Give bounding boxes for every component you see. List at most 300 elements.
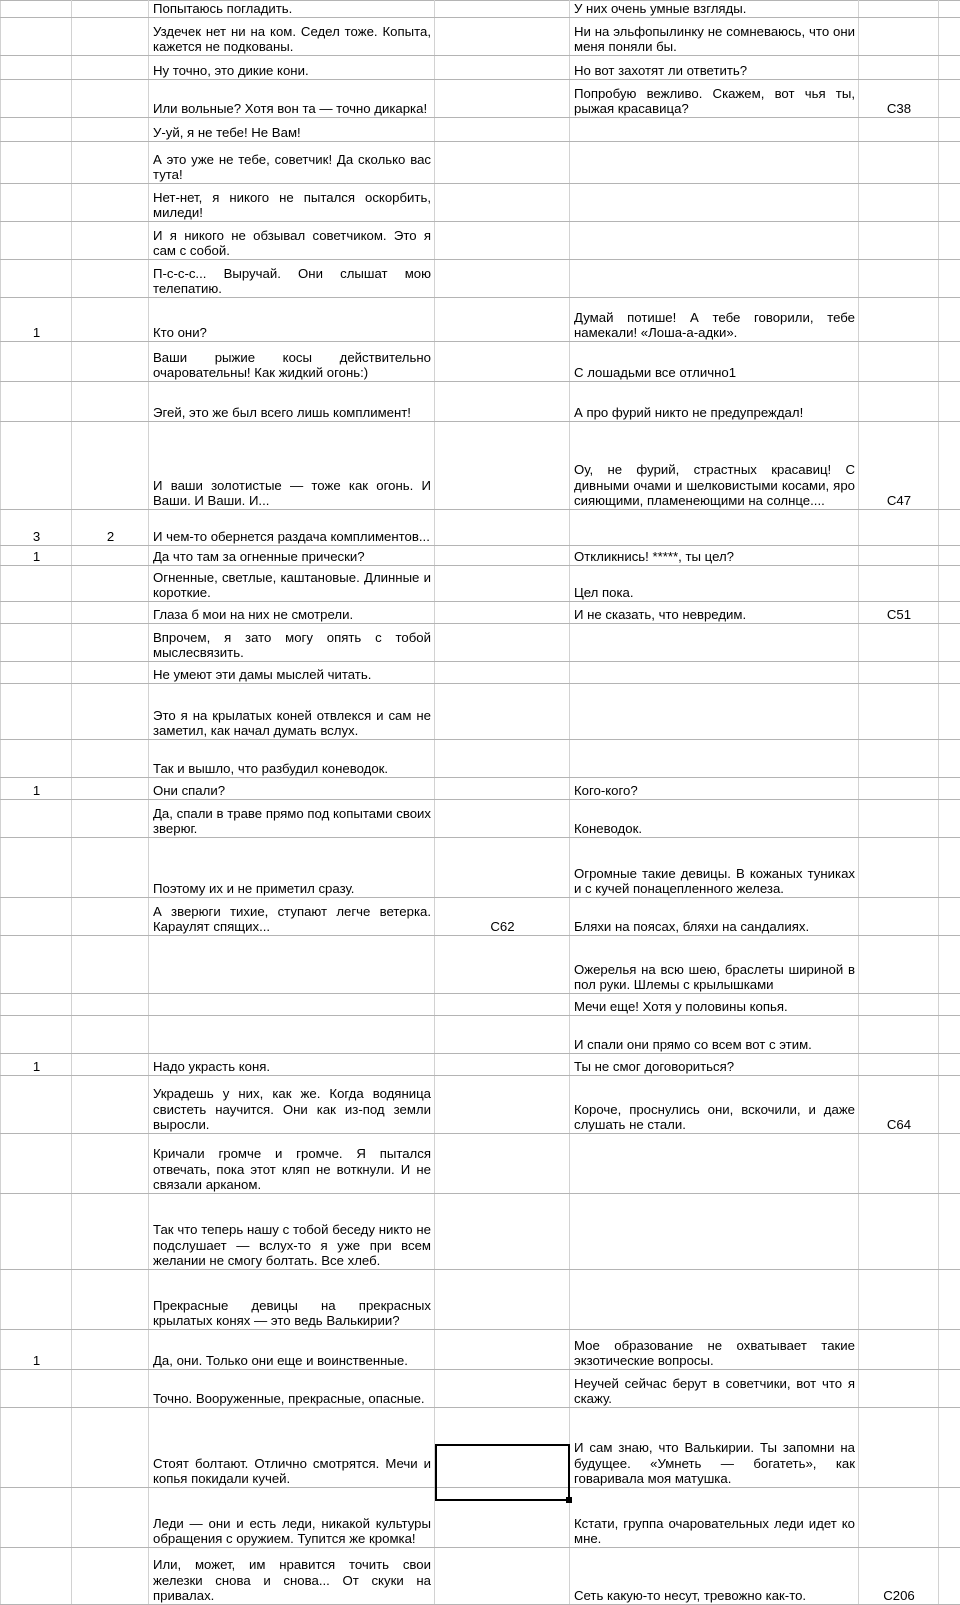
cell-A3[interactable] [1, 56, 72, 80]
cell-A20[interactable] [1, 684, 72, 740]
cell-C1[interactable] [149, 1, 435, 18]
cell-C35[interactable] [149, 1370, 435, 1408]
cell-A2[interactable] [1, 18, 72, 56]
table-row[interactable] [1, 1, 960, 18]
table-row[interactable] [1, 118, 960, 142]
cell-D14[interactable] [435, 510, 570, 546]
table-row[interactable] [1, 662, 960, 684]
cell-E21[interactable] [570, 740, 859, 778]
cell-G5[interactable] [939, 118, 960, 142]
cell-F34[interactable] [859, 1330, 939, 1370]
cell-A31[interactable] [1, 1134, 72, 1194]
cell-G11[interactable] [939, 342, 960, 382]
cell-A11[interactable] [1, 342, 72, 382]
cell-C3[interactable] [149, 56, 435, 80]
cell-C21[interactable] [149, 740, 435, 778]
cell-G24[interactable] [939, 838, 960, 898]
cell-D7[interactable] [435, 184, 570, 222]
cell-C4[interactable] [149, 80, 435, 118]
cell-A16[interactable] [1, 566, 72, 602]
cell-A28[interactable] [1, 1016, 72, 1054]
cell-B15[interactable] [72, 546, 149, 566]
cell-G17[interactable] [939, 602, 960, 624]
cell-B23[interactable] [72, 800, 149, 838]
cell-A12[interactable] [1, 382, 72, 422]
cell-G15[interactable] [939, 546, 960, 566]
cell-D33[interactable] [435, 1270, 570, 1330]
cell-D11[interactable] [435, 342, 570, 382]
cell-D6[interactable] [435, 142, 570, 184]
cell-G8[interactable] [939, 222, 960, 260]
cell-E1[interactable] [570, 1, 859, 18]
cell-B25[interactable] [72, 898, 149, 936]
cell-G10[interactable] [939, 298, 960, 342]
cell-C17[interactable] [149, 602, 435, 624]
cell-C19[interactable] [149, 662, 435, 684]
cell-F2[interactable] [859, 18, 939, 56]
cell-C31[interactable] [149, 1134, 435, 1194]
cell-E8[interactable] [570, 222, 859, 260]
cell-B38[interactable] [72, 1548, 149, 1605]
cell-D35[interactable] [435, 1370, 570, 1408]
cell-D27[interactable] [435, 994, 570, 1016]
table-row[interactable] [1, 382, 960, 422]
table-row[interactable] [1, 260, 960, 298]
cell-B36[interactable] [72, 1408, 149, 1488]
table-row[interactable] [1, 1016, 960, 1054]
cell-A5[interactable] [1, 118, 72, 142]
cell-E29[interactable] [570, 1054, 859, 1076]
cell-B22[interactable] [72, 778, 149, 800]
cell-D23[interactable] [435, 800, 570, 838]
cell-D10[interactable] [435, 298, 570, 342]
cell-A37[interactable] [1, 1488, 72, 1548]
cell-F7[interactable] [859, 184, 939, 222]
table-row[interactable] [1, 184, 960, 222]
cell-E5[interactable] [570, 118, 859, 142]
cell-A17[interactable] [1, 602, 72, 624]
table-row[interactable] [1, 1330, 960, 1370]
cell-A7[interactable] [1, 184, 72, 222]
cell-C23[interactable] [149, 800, 435, 838]
table-row[interactable] [1, 684, 960, 740]
table-row[interactable] [1, 1194, 960, 1270]
cell-B16[interactable] [72, 566, 149, 602]
table-row[interactable] [1, 1054, 960, 1076]
cell-C26[interactable] [149, 936, 435, 994]
cell-F31[interactable] [859, 1134, 939, 1194]
cell-C33[interactable] [149, 1270, 435, 1330]
cell-C30[interactable] [149, 1076, 435, 1134]
cell-B35[interactable] [72, 1370, 149, 1408]
cell-E11[interactable] [570, 342, 859, 382]
cell-B28[interactable] [72, 1016, 149, 1054]
table-row[interactable] [1, 298, 960, 342]
cell-A19[interactable] [1, 662, 72, 684]
cell-F10[interactable] [859, 298, 939, 342]
cell-B9[interactable] [72, 260, 149, 298]
cell-B29[interactable] [72, 1054, 149, 1076]
cell-F17[interactable] [859, 602, 939, 624]
table-row[interactable] [1, 222, 960, 260]
cell-F6[interactable] [859, 142, 939, 184]
cell-B34[interactable] [72, 1330, 149, 1370]
cell-D31[interactable] [435, 1134, 570, 1194]
table-row[interactable] [1, 778, 960, 800]
table-row[interactable] [1, 936, 960, 994]
cell-A22[interactable] [1, 778, 72, 800]
cell-F36[interactable] [859, 1408, 939, 1488]
cell-E6[interactable] [570, 142, 859, 184]
cell-C20[interactable] [149, 684, 435, 740]
cell-B7[interactable] [72, 184, 149, 222]
cell-E26[interactable] [570, 936, 859, 994]
cell-C10[interactable] [149, 298, 435, 342]
cell-D32[interactable] [435, 1194, 570, 1270]
cell-C16[interactable] [149, 566, 435, 602]
cell-B8[interactable] [72, 222, 149, 260]
cell-A14[interactable] [1, 510, 72, 546]
cell-F19[interactable] [859, 662, 939, 684]
cell-A6[interactable] [1, 142, 72, 184]
cell-C5[interactable] [149, 118, 435, 142]
cell-C2[interactable] [149, 18, 435, 56]
cell-F25[interactable] [859, 898, 939, 936]
cell-B2[interactable] [72, 18, 149, 56]
cell-A10[interactable] [1, 298, 72, 342]
cell-A35[interactable] [1, 1370, 72, 1408]
cell-D16[interactable] [435, 566, 570, 602]
cell-C27[interactable] [149, 994, 435, 1016]
cell-E34[interactable] [570, 1330, 859, 1370]
cell-C6[interactable] [149, 142, 435, 184]
cell-E33[interactable] [570, 1270, 859, 1330]
cell-D15[interactable] [435, 546, 570, 566]
cell-E12[interactable] [570, 382, 859, 422]
cell-B6[interactable] [72, 142, 149, 184]
cell-D19[interactable] [435, 662, 570, 684]
cell-A30[interactable] [1, 1076, 72, 1134]
cell-E13[interactable] [570, 422, 859, 510]
cell-D4[interactable] [435, 80, 570, 118]
cell-D3[interactable] [435, 56, 570, 80]
cell-G21[interactable] [939, 740, 960, 778]
table-row[interactable] [1, 994, 960, 1016]
cell-B1[interactable] [72, 1, 149, 18]
cell-D8[interactable] [435, 222, 570, 260]
cell-B4[interactable] [72, 80, 149, 118]
table-row[interactable] [1, 18, 960, 56]
table-row[interactable] [1, 1134, 960, 1194]
cell-A34[interactable] [1, 1330, 72, 1370]
cell-A27[interactable] [1, 994, 72, 1016]
cell-D24[interactable] [435, 838, 570, 898]
cell-D9[interactable] [435, 260, 570, 298]
cell-B27[interactable] [72, 994, 149, 1016]
cell-F20[interactable] [859, 684, 939, 740]
cell-E10[interactable] [570, 298, 859, 342]
cell-B21[interactable] [72, 740, 149, 778]
cell-B32[interactable] [72, 1194, 149, 1270]
cell-F11[interactable] [859, 342, 939, 382]
cell-G34[interactable] [939, 1330, 960, 1370]
cell-F33[interactable] [859, 1270, 939, 1330]
cell-G18[interactable] [939, 624, 960, 662]
cell-F26[interactable] [859, 936, 939, 994]
cell-C18[interactable] [149, 624, 435, 662]
cell-F22[interactable] [859, 778, 939, 800]
cell-F21[interactable] [859, 740, 939, 778]
cell-D2[interactable] [435, 18, 570, 56]
cell-B19[interactable] [72, 662, 149, 684]
table-row[interactable] [1, 1408, 960, 1488]
cell-D18[interactable] [435, 624, 570, 662]
cell-A21[interactable] [1, 740, 72, 778]
cell-C7[interactable] [149, 184, 435, 222]
cell-A15[interactable] [1, 546, 72, 566]
cell-G36[interactable] [939, 1408, 960, 1488]
cell-G2[interactable] [939, 18, 960, 56]
cell-D34[interactable] [435, 1330, 570, 1370]
cell-G31[interactable] [939, 1134, 960, 1194]
cell-G7[interactable] [939, 184, 960, 222]
cell-A1[interactable] [1, 1, 72, 18]
cell-G3[interactable] [939, 56, 960, 80]
cell-B17[interactable] [72, 602, 149, 624]
cell-B31[interactable] [72, 1134, 149, 1194]
cell-G12[interactable] [939, 382, 960, 422]
cell-B12[interactable] [72, 382, 149, 422]
cell-D25[interactable] [435, 898, 570, 936]
cell-B33[interactable] [72, 1270, 149, 1330]
cell-F35[interactable] [859, 1370, 939, 1408]
cell-F24[interactable] [859, 838, 939, 898]
cell-C32[interactable] [149, 1194, 435, 1270]
cell-E22[interactable] [570, 778, 859, 800]
cell-G4[interactable] [939, 80, 960, 118]
cell-F15[interactable] [859, 546, 939, 566]
cell-E24[interactable] [570, 838, 859, 898]
cell-G29[interactable] [939, 1054, 960, 1076]
cell-B14[interactable] [72, 510, 149, 546]
cell-E2[interactable] [570, 18, 859, 56]
cell-D5[interactable] [435, 118, 570, 142]
cell-G33[interactable] [939, 1270, 960, 1330]
table-row[interactable] [1, 80, 960, 118]
cell-C37[interactable] [149, 1488, 435, 1548]
cell-C29[interactable] [149, 1054, 435, 1076]
cell-F32[interactable] [859, 1194, 939, 1270]
cell-E4[interactable] [570, 80, 859, 118]
cell-D12[interactable] [435, 382, 570, 422]
cell-E36[interactable] [570, 1408, 859, 1488]
table-row[interactable] [1, 510, 960, 546]
cell-D21[interactable] [435, 740, 570, 778]
cell-C15[interactable] [149, 546, 435, 566]
cell-C11[interactable] [149, 342, 435, 382]
cell-G16[interactable] [939, 566, 960, 602]
cell-F30[interactable] [859, 1076, 939, 1134]
cell-D38[interactable] [435, 1548, 570, 1605]
cell-D26[interactable] [435, 936, 570, 994]
cell-A4[interactable] [1, 80, 72, 118]
cell-C36[interactable] [149, 1408, 435, 1488]
cell-F23[interactable] [859, 800, 939, 838]
table-row[interactable] [1, 602, 960, 624]
cell-A8[interactable] [1, 222, 72, 260]
cell-D36[interactable] [435, 1408, 570, 1488]
cell-E38[interactable] [570, 1548, 859, 1605]
table-row[interactable] [1, 422, 960, 510]
cell-G13[interactable] [939, 422, 960, 510]
table-row[interactable] [1, 740, 960, 778]
cell-C14[interactable] [149, 510, 435, 546]
cell-G20[interactable] [939, 684, 960, 740]
table-row[interactable] [1, 1370, 960, 1408]
cell-B3[interactable] [72, 56, 149, 80]
cell-G26[interactable] [939, 936, 960, 994]
cell-E3[interactable] [570, 56, 859, 80]
cell-B11[interactable] [72, 342, 149, 382]
cell-E14[interactable] [570, 510, 859, 546]
table-row[interactable] [1, 838, 960, 898]
cell-B37[interactable] [72, 1488, 149, 1548]
cell-C22[interactable] [149, 778, 435, 800]
cell-C13[interactable] [149, 422, 435, 510]
cell-A33[interactable] [1, 1270, 72, 1330]
cell-E35[interactable] [570, 1370, 859, 1408]
cell-B10[interactable] [72, 298, 149, 342]
cell-G23[interactable] [939, 800, 960, 838]
cell-E27[interactable] [570, 994, 859, 1016]
cell-A18[interactable] [1, 624, 72, 662]
cell-F18[interactable] [859, 624, 939, 662]
cell-E37[interactable] [570, 1488, 859, 1548]
cell-F29[interactable] [859, 1054, 939, 1076]
cell-D20[interactable] [435, 684, 570, 740]
table-row[interactable] [1, 800, 960, 838]
cell-A29[interactable] [1, 1054, 72, 1076]
cell-F1[interactable] [859, 1, 939, 18]
cell-E17[interactable] [570, 602, 859, 624]
cell-G35[interactable] [939, 1370, 960, 1408]
cell-E25[interactable] [570, 898, 859, 936]
table-row[interactable] [1, 898, 960, 936]
cell-A36[interactable] [1, 1408, 72, 1488]
cell-F28[interactable] [859, 1016, 939, 1054]
cell-D28[interactable] [435, 1016, 570, 1054]
table-row[interactable] [1, 624, 960, 662]
cell-B18[interactable] [72, 624, 149, 662]
cell-C12[interactable] [149, 382, 435, 422]
cell-D37[interactable] [435, 1488, 570, 1548]
cell-E19[interactable] [570, 662, 859, 684]
table-row[interactable] [1, 1076, 960, 1134]
cell-A38[interactable] [1, 1548, 72, 1605]
cell-B20[interactable] [72, 684, 149, 740]
cell-F16[interactable] [859, 566, 939, 602]
cell-E23[interactable] [570, 800, 859, 838]
cell-G6[interactable] [939, 142, 960, 184]
cell-G22[interactable] [939, 778, 960, 800]
cell-G30[interactable] [939, 1076, 960, 1134]
table-row[interactable] [1, 566, 960, 602]
cell-E7[interactable] [570, 184, 859, 222]
cell-B30[interactable] [72, 1076, 149, 1134]
table-row[interactable] [1, 546, 960, 566]
cell-B26[interactable] [72, 936, 149, 994]
cell-G19[interactable] [939, 662, 960, 684]
cell-A24[interactable] [1, 838, 72, 898]
cell-E18[interactable] [570, 624, 859, 662]
cell-C25[interactable] [149, 898, 435, 936]
cell-C8[interactable] [149, 222, 435, 260]
cell-E31[interactable] [570, 1134, 859, 1194]
cell-G27[interactable] [939, 994, 960, 1016]
cell-A13[interactable] [1, 422, 72, 510]
cell-D29[interactable] [435, 1054, 570, 1076]
cell-C24[interactable] [149, 838, 435, 898]
cell-E28[interactable] [570, 1016, 859, 1054]
table-row[interactable] [1, 342, 960, 382]
cell-G28[interactable] [939, 1016, 960, 1054]
cell-B24[interactable] [72, 838, 149, 898]
cell-B13[interactable] [72, 422, 149, 510]
cell-F13[interactable] [859, 422, 939, 510]
cell-E20[interactable] [570, 684, 859, 740]
table-row[interactable] [1, 1548, 960, 1605]
cell-G38[interactable] [939, 1548, 960, 1605]
cell-G37[interactable] [939, 1488, 960, 1548]
cell-D22[interactable] [435, 778, 570, 800]
cell-C34[interactable] [149, 1330, 435, 1370]
cell-F9[interactable] [859, 260, 939, 298]
cell-D17[interactable] [435, 602, 570, 624]
cell-F12[interactable] [859, 382, 939, 422]
cell-E16[interactable] [570, 566, 859, 602]
cell-A9[interactable] [1, 260, 72, 298]
cell-F5[interactable] [859, 118, 939, 142]
cell-G32[interactable] [939, 1194, 960, 1270]
cell-F3[interactable] [859, 56, 939, 80]
cell-A25[interactable] [1, 898, 72, 936]
cell-C28[interactable] [149, 1016, 435, 1054]
cell-E32[interactable] [570, 1194, 859, 1270]
cell-F8[interactable] [859, 222, 939, 260]
table-row[interactable] [1, 1488, 960, 1548]
cell-C38[interactable] [149, 1548, 435, 1605]
table-row[interactable] [1, 1270, 960, 1330]
cell-E15[interactable] [570, 546, 859, 566]
cell-D13[interactable] [435, 422, 570, 510]
cell-F4[interactable] [859, 80, 939, 118]
cell-F14[interactable] [859, 510, 939, 546]
cell-D1[interactable] [435, 1, 570, 18]
cell-E9[interactable] [570, 260, 859, 298]
cell-A26[interactable] [1, 936, 72, 994]
cell-B5[interactable] [72, 118, 149, 142]
cell-G9[interactable] [939, 260, 960, 298]
cell-E30[interactable] [570, 1076, 859, 1134]
cell-D30[interactable] [435, 1076, 570, 1134]
table-row[interactable] [1, 56, 960, 80]
cell-G1[interactable] [939, 1, 960, 18]
cell-A23[interactable] [1, 800, 72, 838]
cell-G14[interactable] [939, 510, 960, 546]
cell-F27[interactable] [859, 994, 939, 1016]
table-row[interactable] [1, 142, 960, 184]
cell-A32[interactable] [1, 1194, 72, 1270]
